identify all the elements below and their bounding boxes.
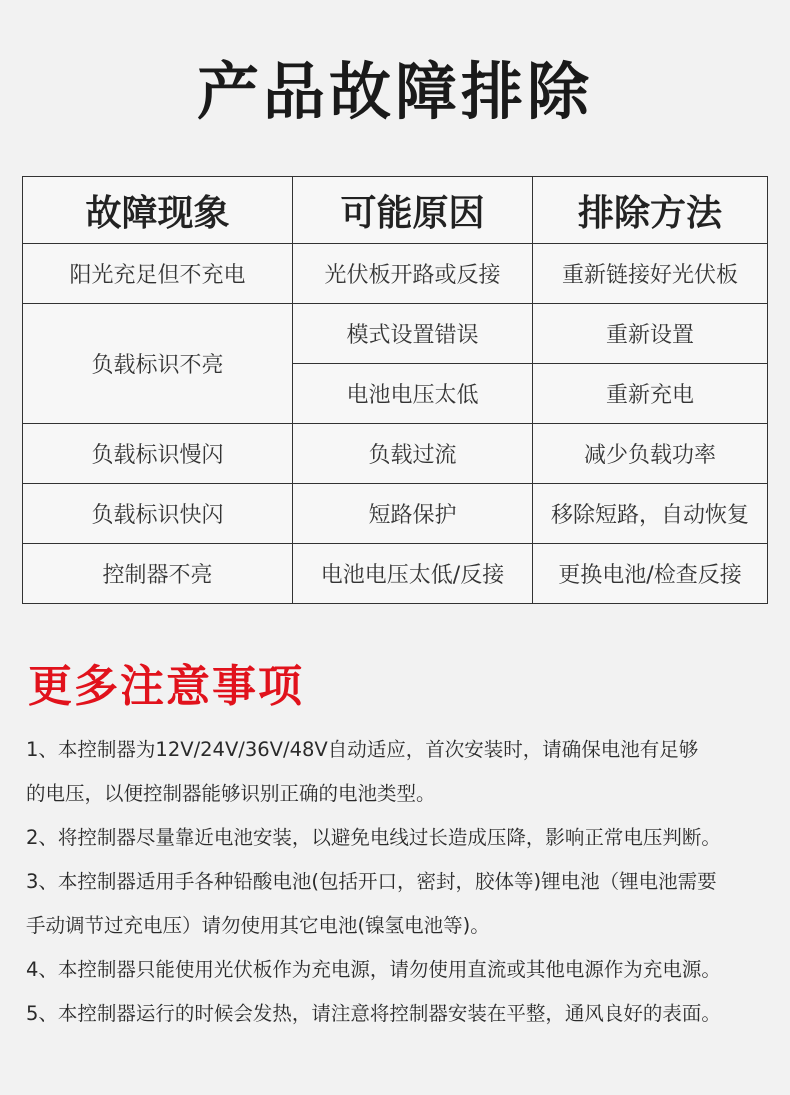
cause-cell: 电池电压太低 xyxy=(293,364,533,424)
header-cause: 可能原因 xyxy=(293,177,533,244)
note-text: 本控制器运行的时候会发热，请注意将控制器安装在平整，通风良好的表面。 xyxy=(57,1002,721,1025)
symptom-cell: 控制器不亮 xyxy=(23,544,293,604)
fix-cell: 重新设置 xyxy=(533,304,768,364)
symptom-cell: 负载标识快闪 xyxy=(23,484,293,544)
fix-cell: 减少负载功率 xyxy=(533,424,768,484)
cause-cell: 电池电压太低/反接 xyxy=(293,544,533,604)
note-item xyxy=(26,948,776,992)
table-row xyxy=(23,424,768,484)
note-continuation: 的电压，以便控制器能够识别正确的电池类型。 xyxy=(26,782,436,805)
note-continuation: 手动调节过充电压）请勿使用其它电池(镍氢电池等)。 xyxy=(26,914,490,937)
note-text: 将控制器尽量靠近电池安装，以避免电线过长造成压降，影响正常电压判断。 xyxy=(57,826,721,849)
symptom-cell: 负载标识不亮 xyxy=(23,304,293,424)
note-item xyxy=(26,992,776,1036)
table-row xyxy=(23,484,768,544)
table-row xyxy=(23,544,768,604)
table-row xyxy=(23,304,768,364)
fix-cell: 移除短路，自动恢复 xyxy=(533,484,768,544)
note-number: 2、 xyxy=(26,826,58,849)
cause-cell: 短路保护 xyxy=(293,484,533,544)
note-text: 本控制器适用手各种铅酸电池(包括开口，密封，胶体等)锂电池（锂电池需要 xyxy=(57,870,717,893)
notes-list xyxy=(26,728,776,1036)
note-item xyxy=(26,816,776,860)
note-number: 5、 xyxy=(26,1002,58,1025)
note-item xyxy=(26,860,776,904)
note-item xyxy=(26,728,776,772)
table-header-row xyxy=(23,177,768,244)
fix-cell: 重新充电 xyxy=(533,364,768,424)
note-number: 4、 xyxy=(26,958,58,981)
cause-cell: 光伏板开路或反接 xyxy=(293,244,533,304)
notes-title: 更多注意事项 xyxy=(28,661,304,712)
fix-cell: 更换电池/检查反接 xyxy=(533,544,768,604)
troubleshooting-table xyxy=(22,176,768,604)
note-number: 1、 xyxy=(26,738,58,761)
table-row xyxy=(23,244,768,304)
note-text: 本控制器为12V/24V/36V/48V自动适应，首次安装时，请确保电池有足够 xyxy=(57,738,699,761)
symptom-cell: 阳光充足但不充电 xyxy=(23,244,293,304)
note-number: 3、 xyxy=(26,870,58,893)
cause-cell: 模式设置错误 xyxy=(293,304,533,364)
symptom-cell: 负载标识慢闪 xyxy=(23,424,293,484)
page-title: 产品故障排除 xyxy=(196,55,593,128)
header-symptom: 故障现象 xyxy=(23,177,293,244)
header-fix: 排除方法 xyxy=(533,177,768,244)
cause-cell: 负载过流 xyxy=(293,424,533,484)
note-text: 本控制器只能使用光伏板作为充电源，请勿使用直流或其他电源作为充电源。 xyxy=(57,958,721,981)
fix-cell: 重新链接好光伏板 xyxy=(533,244,768,304)
